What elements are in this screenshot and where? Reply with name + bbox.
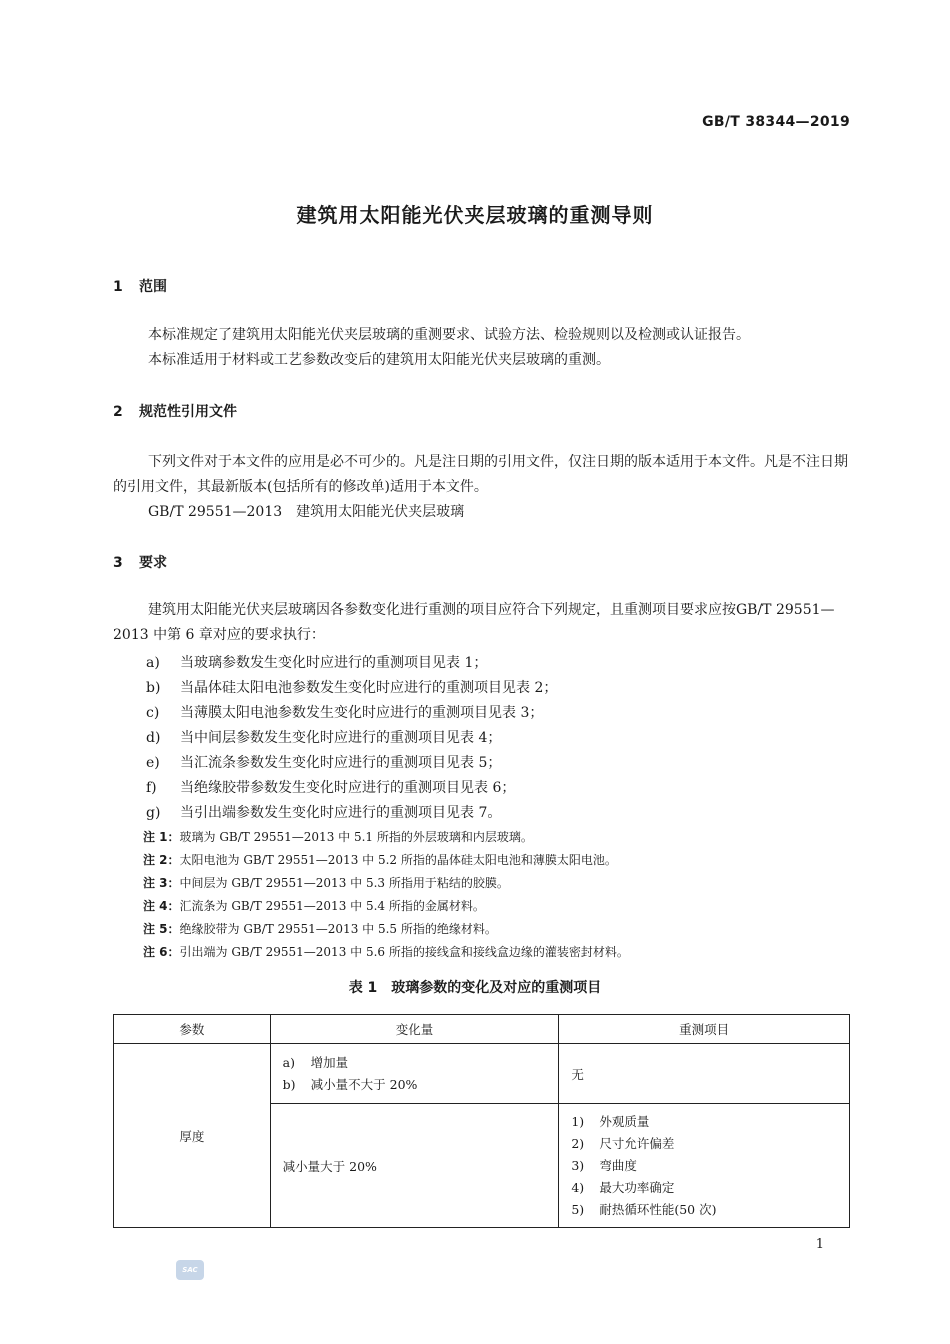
paragraph: 本标准适用于材料或工艺参数改变后的建筑用太阳能光伏夹层玻璃的重测。 xyxy=(148,352,610,368)
sac-logo-icon: SAC xyxy=(176,1260,204,1280)
retest-item xyxy=(571,1133,837,1155)
list-item xyxy=(146,752,501,772)
retest-cell xyxy=(559,1104,850,1228)
list-marker: c) xyxy=(146,705,160,721)
list-item xyxy=(146,777,515,797)
note xyxy=(143,897,485,914)
note xyxy=(143,828,533,845)
section-title: 规范性引用文件 xyxy=(139,404,237,420)
note xyxy=(143,874,509,891)
table-row xyxy=(114,1044,850,1104)
change-item xyxy=(283,1052,547,1074)
item-text: 外观质量 xyxy=(599,1113,650,1129)
retest-cell: 无 xyxy=(559,1044,850,1104)
table-header-row xyxy=(114,1015,850,1044)
section-2-heading xyxy=(113,401,237,421)
table-1 xyxy=(113,1014,850,1228)
note-text: 汇流条为 GB/T 29551—2013 中 5.4 所指的金属材料。 xyxy=(179,899,485,913)
section-title: 范围 xyxy=(139,279,167,295)
list-text: 当晶体硅太阳电池参数发生变化时应进行的重测项目见表 2； xyxy=(180,680,558,696)
note-label: 注 5： xyxy=(143,922,180,936)
note-label: 注 6： xyxy=(143,945,180,959)
column-header: 重测项目 xyxy=(559,1015,850,1044)
column-header: 变化量 xyxy=(270,1015,559,1044)
change-cell xyxy=(270,1044,559,1104)
page-number: 1 xyxy=(815,1237,824,1252)
item-text: 耐热循环性能(50 次) xyxy=(599,1201,717,1217)
note-text: 太阳电池为 GB/T 29551—2013 中 5.2 所指的晶体硅太阳电池和薄膜太阳电池。 xyxy=(179,853,617,867)
item-text: 弯曲度 xyxy=(599,1157,637,1173)
item-marker: 1) xyxy=(571,1113,585,1129)
list-text: 当引出端参数发生变化时应进行的重测项目见表 7。 xyxy=(180,805,502,821)
retest-item xyxy=(571,1111,837,1133)
list-item xyxy=(146,727,501,747)
item-marker: a) xyxy=(282,1054,296,1070)
table-caption: 表 1 玻璃参数的变化及对应的重测项目 xyxy=(348,980,602,996)
document-title: 建筑用太阳能光伏夹层玻璃的重测导则 xyxy=(296,203,654,227)
note-label: 注 2： xyxy=(143,853,180,867)
item-marker: b) xyxy=(282,1076,296,1092)
item-text: 减小量不大于 20% xyxy=(310,1076,418,1092)
note-label: 注 3： xyxy=(143,876,180,890)
list-item xyxy=(146,652,487,672)
change-cell: 减小量大于 20% xyxy=(270,1104,559,1228)
list-text: 当绝缘胶带参数发生变化时应进行的重测项目见表 6； xyxy=(180,780,516,796)
list-item xyxy=(146,677,557,697)
list-marker: d) xyxy=(146,730,161,746)
list-text: 当玻璃参数发生变化时应进行的重测项目见表 1； xyxy=(180,655,488,671)
section-title: 要求 xyxy=(139,555,167,571)
item-text: 尺寸允许偏差 xyxy=(599,1135,675,1151)
item-marker: 4) xyxy=(571,1179,585,1195)
list-text: 当薄膜太阳电池参数发生变化时应进行的重测项目见表 3； xyxy=(180,705,544,721)
retest-item xyxy=(571,1199,837,1221)
retest-item xyxy=(571,1155,837,1177)
paragraph: 本标准规定了建筑用太阳能光伏夹层玻璃的重测要求、试验方法、检验规则以及检测或认证报告。 xyxy=(148,327,750,343)
param-cell: 厚度 xyxy=(114,1044,271,1228)
change-item xyxy=(283,1074,547,1096)
note xyxy=(143,920,497,937)
standard-code: GB/T 38344—2019 xyxy=(702,114,850,130)
list-item xyxy=(146,702,543,722)
note-text: 中间层为 GB/T 29551—2013 中 5.3 所指用于粘结的胶膜。 xyxy=(179,876,509,890)
list-marker: b) xyxy=(146,680,161,696)
item-marker: 5) xyxy=(571,1201,585,1217)
list-text: 当汇流条参数发生变化时应进行的重测项目见表 5； xyxy=(180,755,502,771)
column-header: 参数 xyxy=(114,1015,271,1044)
note xyxy=(143,943,629,960)
section-number: 2 xyxy=(113,404,123,420)
list-marker: e) xyxy=(146,755,160,771)
section-1-heading xyxy=(113,276,167,296)
note xyxy=(143,851,617,868)
note-label: 注 4： xyxy=(143,899,180,913)
item-text: 最大功率确定 xyxy=(599,1179,675,1195)
list-text: 当中间层参数发生变化时应进行的重测项目见表 4； xyxy=(180,730,502,746)
note-text: 绝缘胶带为 GB/T 29551—2013 中 5.5 所指的绝缘材料。 xyxy=(179,922,497,936)
paragraph: 下列文件对于本文件的应用是必不可少的。凡是注日期的引用文件，仅注日期的版本适用于本文件。凡是不注日期的引用文件，其最新版本(包括所有的修改单)适用于本文件。 xyxy=(113,454,848,495)
retest-item xyxy=(571,1177,837,1199)
section-number: 3 xyxy=(113,555,123,571)
note-text: 玻璃为 GB/T 29551—2013 中 5.1 所指的外层玻璃和内层玻璃。 xyxy=(179,830,533,844)
section-3-heading xyxy=(113,552,167,572)
note-text: 引出端为 GB/T 29551—2013 中 5.6 所指的接线盒和接线盒边缘的灌装密封材料。 xyxy=(179,945,629,959)
item-text: 增加量 xyxy=(310,1054,349,1070)
section-number: 1 xyxy=(113,279,123,295)
item-marker: 3) xyxy=(571,1157,585,1173)
list-marker: f) xyxy=(146,780,157,796)
reference-entry: GB/T 29551—2013 建筑用太阳能光伏夹层玻璃 xyxy=(148,504,465,520)
list-marker: g) xyxy=(146,805,161,821)
list-item xyxy=(146,802,501,822)
list-marker: a) xyxy=(146,655,160,671)
paragraph: 建筑用太阳能光伏夹层玻璃因各参数变化进行重测的项目应符合下列规定，且重测项目要求应按GB/T 29551—2013 中第 6 章对应的要求执行： xyxy=(113,602,835,643)
item-marker: 2) xyxy=(571,1135,585,1151)
note-label: 注 1： xyxy=(143,830,180,844)
